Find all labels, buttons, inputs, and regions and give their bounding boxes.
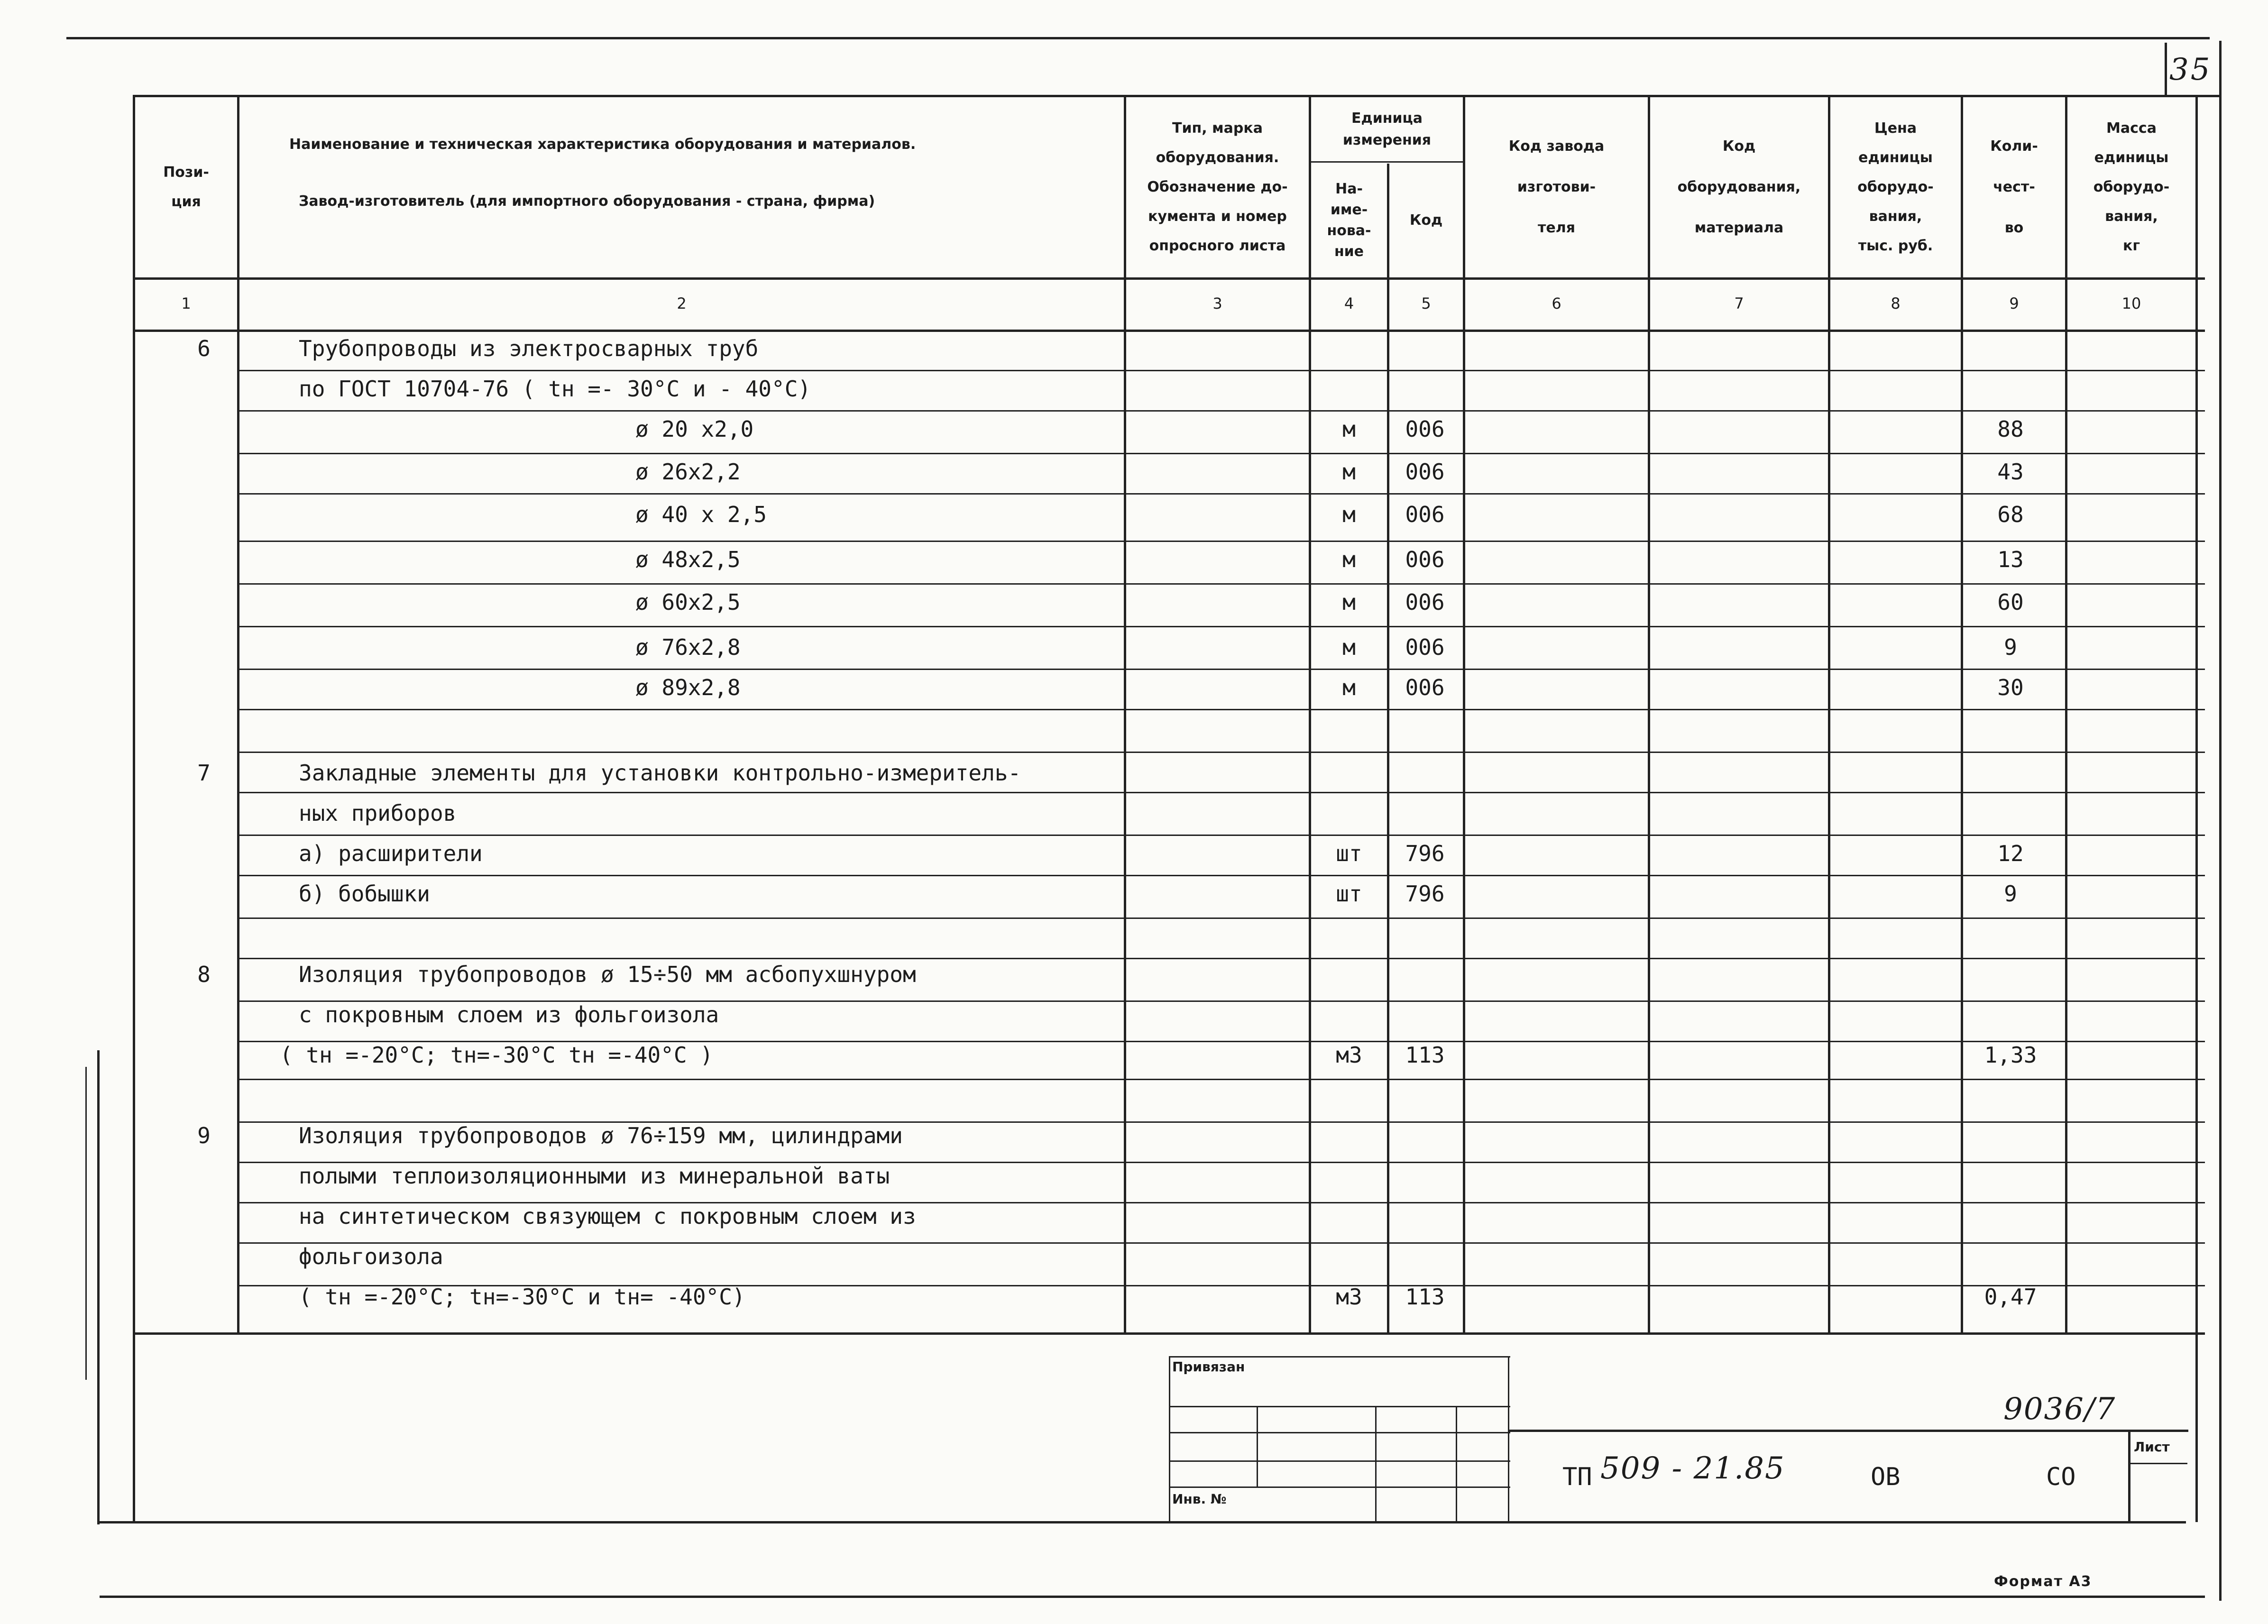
row-unit-name: м: [1342, 547, 1356, 572]
column-number-4: 4: [1344, 294, 1354, 312]
row-unit-name: м3: [1336, 1042, 1362, 1068]
row-position: 7: [197, 760, 211, 786]
row-separator-line: [237, 709, 2205, 710]
row-quantity: 30: [1997, 675, 2024, 700]
stamp-divider-2: [1375, 1406, 1377, 1522]
row-separator-line: [237, 583, 2205, 585]
row-separator-line: [237, 958, 2205, 959]
row-name: ных приборов: [299, 800, 457, 826]
title-block-top-line: [1508, 1430, 2188, 1432]
column-number-6: 6: [1552, 294, 1561, 312]
unit-subheader-line: [1309, 161, 1463, 163]
row-unit-code: 113: [1405, 1284, 1445, 1310]
row-unit-code: 006: [1405, 502, 1445, 527]
row-quantity: 12: [1997, 841, 2024, 866]
row-unit-code: 006: [1405, 416, 1445, 442]
row-unit-code: 796: [1405, 881, 1445, 907]
row-name: ( tн =-20°С; tн=-30°С и tн= -40°С): [299, 1284, 745, 1310]
row-unit-name: м: [1342, 675, 1356, 700]
column-separator-4: [1387, 164, 1389, 1332]
header-unit-name: На- име- нова- ние: [1327, 181, 1371, 260]
row-name: на синтетическом связующем с покровным слоем из: [299, 1203, 916, 1229]
row-unit-name: м: [1342, 459, 1356, 485]
row-unit-code: 006: [1405, 589, 1445, 615]
header-unit-of-measure: Единица измерения: [1342, 110, 1432, 148]
row-name: Трубопроводы из электросварных труб: [299, 336, 759, 361]
header-equipment-code: Код оборудования, материала: [1677, 138, 1801, 236]
row-name: а) расширители: [299, 841, 483, 866]
column-number-5: 5: [1421, 294, 1431, 312]
sheet-box-divider: [2128, 1463, 2187, 1464]
row-quantity: 68: [1997, 502, 2024, 527]
row-unit-code: 796: [1405, 841, 1445, 866]
header-quantity: Коли- чест- во: [1990, 138, 2038, 236]
row-separator-line: [237, 370, 2205, 371]
sheet-label: Лист: [2134, 1439, 2170, 1455]
page-number: 35: [2169, 52, 2212, 87]
row-unit-name: м: [1342, 502, 1356, 527]
row-unit-code: 006: [1405, 675, 1445, 700]
row-separator-line: [237, 410, 2205, 412]
header-position: Пози- ция: [163, 164, 209, 210]
row-quantity: 88: [1997, 416, 2024, 442]
row-unit-code: 006: [1405, 634, 1445, 660]
header-type-mark: Тип, марка оборудования. Обозначение до- кумента и номер опросного листа: [1147, 120, 1288, 254]
row-unit-code: 006: [1405, 459, 1445, 485]
stamp-right-line: [1508, 1356, 1509, 1522]
column-number-10: 10: [2121, 294, 2141, 312]
row-name: Изоляция трубопроводов ø 76÷159 мм, цилиндрами: [299, 1123, 903, 1148]
column-numbers-bottom-line: [133, 330, 2205, 332]
format-label: Формат А3: [1994, 1573, 2092, 1590]
row-separator-line: [237, 453, 2205, 454]
column-number-7: 7: [1734, 294, 1744, 312]
row-separator-line: [237, 669, 2205, 670]
column-number-3: 3: [1212, 294, 1222, 312]
bottom-border-line: [100, 1596, 2205, 1598]
row-position: 8: [197, 962, 211, 987]
row-separator-line: [237, 626, 2205, 627]
column-number-1: 1: [181, 294, 191, 312]
stamp-divider-3: [1456, 1406, 1457, 1522]
row-position: 9: [197, 1123, 211, 1148]
stamp-left-line: [1169, 1356, 1170, 1522]
row-separator-line: [237, 541, 2205, 542]
row-separator-line: [237, 1079, 2205, 1080]
row-quantity: 9: [2004, 634, 2017, 660]
stamp-line-4: [1169, 1460, 1510, 1462]
top-border-line: [66, 37, 2210, 39]
column-number-2: 2: [677, 294, 687, 312]
stamp-line-3: [1169, 1432, 1510, 1433]
right-border-line: [2219, 41, 2222, 1601]
row-name: полыми теплоизоляционными из минеральной ваты: [299, 1163, 890, 1189]
row-separator-line: [237, 875, 2205, 876]
row-name: ø 89x2,8: [635, 675, 741, 700]
header-name-line2: Завод-изготовитель (для импортного оборудования - страна, фирма): [299, 193, 875, 210]
header-manufacturer-code: Код завода изготови- теля: [1508, 138, 1605, 236]
column-number-9: 9: [2009, 294, 2019, 312]
row-unit-name: шт: [1336, 881, 1362, 907]
project-number: 509 - 21.85: [1600, 1451, 1785, 1486]
row-name: ø 40 x 2,5: [635, 502, 767, 527]
row-name: ø 48x2,5: [635, 547, 741, 572]
row-unit-name: м: [1342, 416, 1356, 442]
inventory-number-label: Инв. №: [1172, 1491, 1227, 1507]
row-unit-name: м3: [1336, 1284, 1362, 1310]
row-quantity: 1,33: [1984, 1042, 2037, 1068]
row-name: ø 20 x2,0: [635, 416, 754, 442]
row-name: ø 60x2,5: [635, 589, 741, 615]
stamp-divider-1: [1257, 1406, 1258, 1486]
sheet-box-left: [2128, 1430, 2130, 1521]
row-separator-line: [237, 493, 2205, 495]
attached-label: Привязан: [1172, 1359, 1245, 1375]
project-prefix: ТП: [1562, 1463, 1592, 1491]
row-quantity: 9: [2004, 881, 2017, 907]
stamp-line-5: [1169, 1486, 1510, 1488]
row-quantity: 0,47: [1984, 1284, 2037, 1310]
row-name: ( tн =-20°С; tн=-30°С tн =-40°С ): [280, 1042, 713, 1068]
row-unit-code: 113: [1405, 1042, 1445, 1068]
row-separator-line: [237, 752, 2205, 753]
column-separator-10: [2195, 95, 2198, 1522]
document-type: СО: [2046, 1463, 2076, 1491]
page-number-box-left: [2165, 43, 2167, 95]
row-name: с покровным слоем из фольгоизола: [299, 1002, 719, 1028]
row-name: фольгоизола: [299, 1244, 443, 1269]
row-separator-line: [237, 1242, 2205, 1244]
document-code: 9036/7: [2003, 1392, 2116, 1427]
row-position: 6: [197, 336, 211, 361]
row-separator-line: [237, 918, 2205, 919]
table-bottom-line: [133, 1332, 2205, 1335]
stamp-line-2: [1169, 1406, 1510, 1407]
column-number-8: 8: [1891, 294, 1901, 312]
header-unit-code: Код: [1409, 212, 1443, 229]
header-name-line1: Наименование и техническая характеристика оборудования и материалов.: [289, 136, 916, 153]
row-unit-code: 006: [1405, 547, 1445, 572]
row-name: ø 76x2,8: [635, 634, 741, 660]
row-name: б) бобышки: [299, 881, 430, 907]
row-quantity: 43: [1997, 459, 2024, 485]
section-code: ОВ: [1871, 1463, 1901, 1491]
stamp-top-line: [1169, 1356, 1510, 1358]
row-quantity: 13: [1997, 547, 2024, 572]
row-unit-name: м: [1342, 634, 1356, 660]
row-name: ø 26x2,2: [635, 459, 741, 485]
left-strip-line: [85, 1067, 87, 1380]
row-separator-line: [237, 792, 2205, 793]
row-unit-name: шт: [1336, 841, 1362, 866]
header-unit-price: Цена единицы оборудо- вания, тыс. руб.: [1857, 120, 1934, 254]
row-name: Закладные элементы для установки контрольно-измеритель-: [299, 760, 1021, 786]
row-separator-line: [237, 835, 2205, 836]
footer-bottom-line: [100, 1521, 2186, 1523]
row-name: Изоляция трубопроводов ø 15÷50 мм асбопухшнуром: [299, 962, 916, 987]
left-border-line: [97, 1050, 100, 1524]
row-unit-name: м: [1342, 589, 1356, 615]
row-name: по ГОСТ 10704-76 ( tн =- 30°С и - 40°С): [299, 376, 811, 402]
row-quantity: 60: [1997, 589, 2024, 615]
header-unit-mass: Масса единицы оборудо- вания, кг: [2093, 120, 2170, 254]
